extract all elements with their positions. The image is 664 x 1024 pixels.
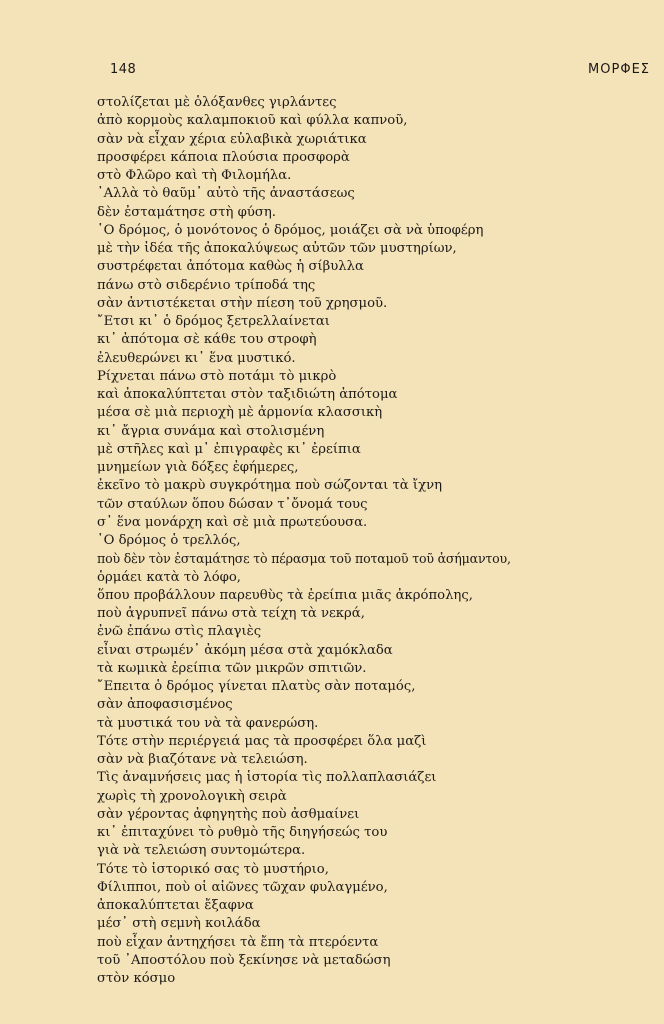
poem-line: ποὺ εἶχαν ἀντηχήσει τὰ ἔπη τὰ πτερόεντα: [97, 934, 379, 950]
poem-line: γιὰ νὰ τελειώση συντομώτερα.: [97, 843, 306, 859]
poem-line: ῎Ετσι κι᾿ ὁ δρόμος ξετρελλαίνεται: [97, 314, 330, 329]
poem-line: στὸ Φλῶρο καὶ τὴ Φιλομήλα.: [97, 168, 292, 183]
poem-line: ποὺ δὲν τὸν ἐσταμάτησε τὸ πέρασμα τοῦ ποταμοῦ τοῦ ἀσήμαντου,: [97, 551, 511, 567]
poem-line: τὰ κωμικὰ ἐρείπια τῶν μικρῶν σπιτιῶν.: [97, 660, 367, 676]
poem-line: Τὶς ἀναμνήσεις μας ἡ ἱστορία τὶς πολλαπλασιάζει: [97, 770, 437, 786]
poem-line: ἀποκαλύπτεται ἔξαφνα: [97, 898, 254, 913]
poem-line: ῎Επειτα ὁ δρόμος γίνεται πλατὺς σὰν ποταμός,: [97, 679, 416, 694]
poem-line: χωρὶς τὴ χρονολογικὴ σειρὰ: [97, 788, 287, 804]
poem-line: κι᾿ ἐπιταχύνει τὸ ρυθμὸ τῆς διηγήσεώς του: [97, 825, 388, 840]
poem-line: πάνω στὸ σιδερένιο τρίποδά της: [97, 277, 316, 293]
poem-line: ἀπὸ κορμοὺς καλαμποκιοῦ καὶ φύλλα καπνοῦ,: [97, 113, 408, 129]
poem-line: ἐνῶ ἐπάνω στὶς πλαγιὲς: [97, 624, 262, 640]
running-head: ΜΟΡΦΕΣ: [588, 62, 650, 77]
poem-line: στολίζεται μὲ ὁλόξανθες γιρλάντες: [97, 95, 337, 110]
poem-line: δὲν ἐσταμάτησε στὴ φύση.: [97, 204, 276, 220]
poem-line: μέσ᾿ στὴ σεμνὴ κοιλάδα: [97, 916, 261, 932]
poem-text: [97, 94, 659, 988]
poem-line: εἶναι στρωμέν᾿ ἀκόμη μέσα στὰ χαμόκλαδα: [97, 642, 393, 658]
poem-line: μὲ τὴν ἰδέα τῆς ἀποκαλύψεως αὐτῶν τῶν μυστηρίων,: [97, 241, 457, 256]
page-number: 148: [110, 62, 137, 77]
poem-line: κι᾿ ἀπότομα σὲ κάθε του στροφὴ: [97, 332, 317, 348]
poem-line: τοῦ ᾿Αποστόλου ποὺ ξεκίνησε νὰ μεταδώση: [97, 952, 391, 968]
poem-line: καὶ ἀποκαλύπτεται στὸν ταξιδιώτη ἀπότομα: [97, 387, 398, 402]
poem-line: στὸν κόσμο: [97, 971, 176, 986]
poem-line: ᾿Αλλὰ τὸ θαῦμ᾿ αὐτὸ τῆς ἀναστάσεως: [97, 186, 355, 202]
poem-line: σ᾿ ἕνα μονάρχη καὶ σὲ μιὰ πρωτεύουσα.: [97, 514, 368, 530]
poem-line: Τότε στὴν περιέργειά μας τὰ προσφέρει ὅλα μαζὶ: [97, 733, 427, 749]
poem-line: ὅπου προβάλλουν παρευθὺς τὰ ἐρείπια μιᾶς ἀκρόπολης,: [97, 587, 473, 603]
poem-line: μὲ στῆλες καὶ μ᾿ ἐπιγραφὲς κι᾿ ἐρείπια: [97, 441, 361, 457]
poem-line: ῾Ο δρόμος, ὁ μονότονος ὁ δρόμος, μοιάζει σὰ νὰ ὑποφέρη: [97, 222, 484, 238]
poem-line: τῶν σταύλων ὅπου δώσαν τ᾿ὄνομά τους: [97, 496, 368, 512]
poem-line: κι᾿ ἄγρια συνάμα καὶ στολισμένη: [97, 423, 325, 439]
poem-line: Ρίχνεται πάνω στὸ ποτάμι τὸ μικρὸ: [97, 368, 337, 384]
poem-line: Φίλιπποι, ποὺ οἱ αἰῶνες τῶχαν φυλαγμένο,: [97, 879, 388, 895]
poem-line: τὰ μυστικά του νὰ τὰ φανερώση.: [97, 715, 319, 731]
poem-line: ἐκεῖνο τὸ μακρὺ συγκρότημα ποὺ σώζονται τὰ ἴχνη: [97, 478, 442, 494]
poem-line: σὰν ἀποφασισμένος: [97, 697, 233, 713]
poem-line: σὰν γέροντας ἀφηγητὴς ποὺ ἀσθμαίνει: [97, 806, 360, 822]
poem-line: μνημείων γιὰ δόξες ἐφήμερες,: [97, 460, 299, 475]
poem-line: σὰν νὰ εἶχαν χέρια εὐλαβικὰ χωριάτικα: [97, 131, 367, 147]
poem-line: ῾Ο δρόμος ὁ τρελλός,: [97, 533, 241, 548]
poem-line: σὰν νὰ βιαζότανε νὰ τελειώση.: [97, 752, 308, 767]
poem-line: μέσα σὲ μιὰ περιοχὴ μὲ ἁρμονία κλασσικὴ: [97, 405, 383, 421]
poem-line: ποὺ ἀγρυπνεῖ πάνω στὰ τείχη τὰ νεκρά,: [97, 606, 365, 621]
poem-line: σὰν ἀντιστέκεται στὴν πίεση τοῦ χρησμοῦ.: [97, 295, 388, 311]
poem-line: Τότε τὸ ἱστορικό σας τὸ μυστήριο,: [97, 861, 329, 877]
poem-line: ὁρμάει κατὰ τὸ λόφο,: [97, 569, 241, 585]
poem-line: συστρέφεται ἀπότομα καθὼς ἡ σίβυλλα: [97, 259, 364, 275]
poem-line: προσφέρει κάποια πλούσια προσφορὰ: [97, 149, 350, 165]
poem-line: ἐλευθερώνει κι᾿ ἕνα μυστικό.: [97, 350, 296, 366]
